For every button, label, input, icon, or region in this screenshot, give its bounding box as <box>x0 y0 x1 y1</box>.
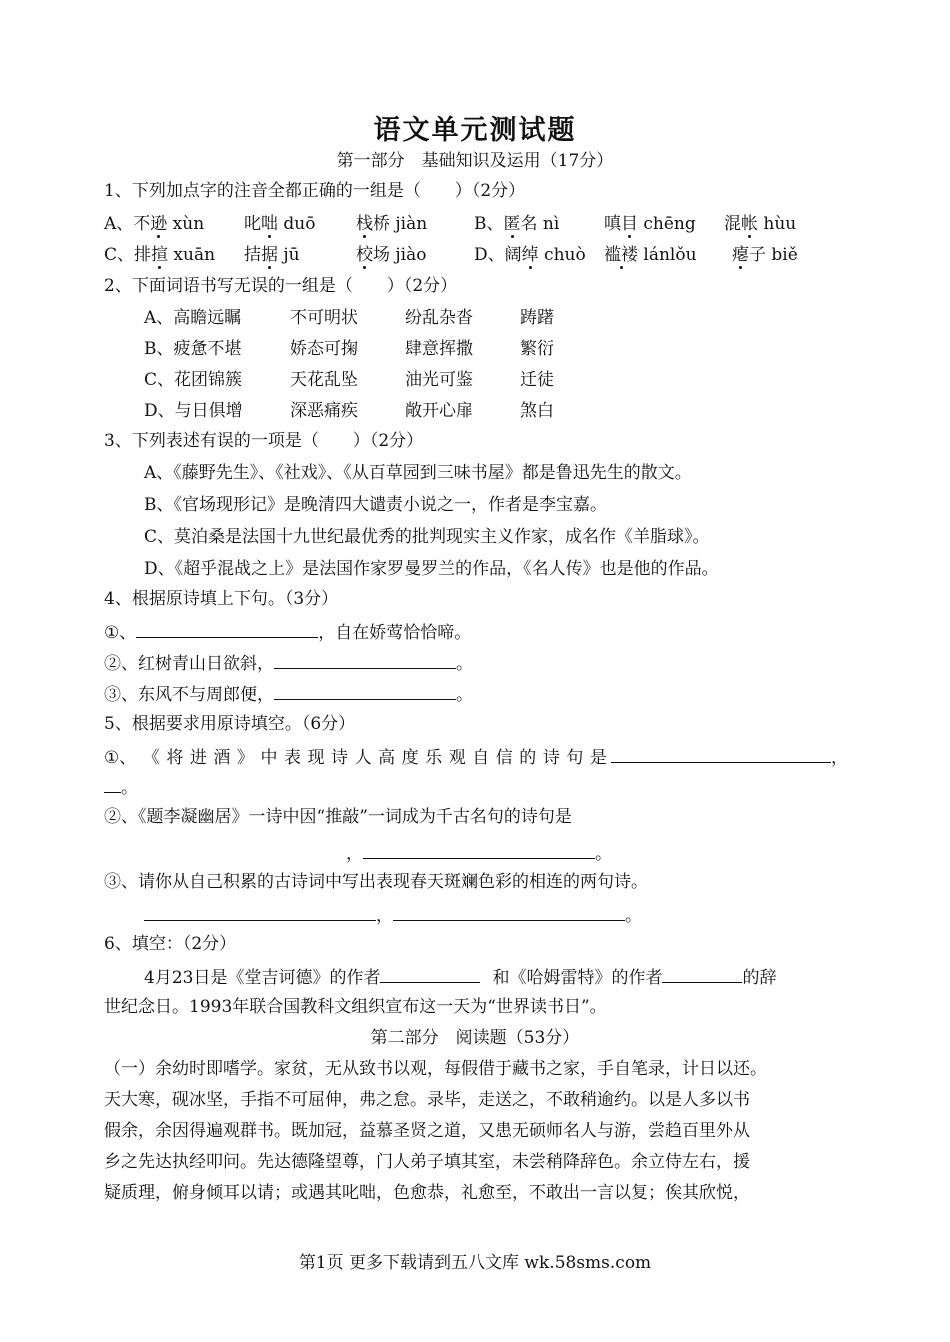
q5-char: 自 <box>472 748 490 768</box>
reading-line: 疑质理，俯身倾耳以请；或遇其叱咄，色愈恭，礼愈至，不敢出一言以复；俟其欣悦， <box>104 1183 750 1203</box>
q5-char: 《 <box>142 748 160 768</box>
q5-char: 进 <box>189 748 207 768</box>
q1-item <box>356 213 427 235</box>
q5-char: 观 <box>448 748 466 768</box>
q2-word: A、高瞻远瞩 <box>144 308 242 328</box>
q6-line-2: 世纪念日。1993年联合国教科文组织宣布这一天为“世界读书日”。 <box>104 997 607 1017</box>
q6-line-1-a: 4月23日是《堂吉诃德》的作者 <box>144 968 381 988</box>
q1-item-text: D、阔 <box>474 245 522 265</box>
q1-item <box>104 213 204 235</box>
answer-blank[interactable] <box>363 841 595 859</box>
q1-dotted-char: 瘪 <box>732 245 749 265</box>
q4-line-1-text: ，自在娇莺恰恰啼。 <box>318 623 472 643</box>
q1-pinyin: chuò <box>538 245 586 265</box>
q1-dotted-char: 绰 <box>521 245 539 265</box>
q1-pinyin: 场 jiào <box>373 245 427 265</box>
reading-line: 乡之先达执经叩问。先达德隆望尊，门人弟子填其室，未尝稍降辞色。余立侍左右，援 <box>104 1152 750 1172</box>
q1-pinyin: xùn <box>167 214 205 234</box>
q5-char: 乐 <box>425 748 443 768</box>
q4-line-2-end: 。 <box>456 654 473 674</box>
page-footer: 第1页 更多下载请到五八文库 wk.58sms.com <box>298 1253 652 1273</box>
q1-item <box>104 244 215 266</box>
q5-char: 信 <box>495 748 513 768</box>
q2-word: 肆意挥撒 <box>405 339 473 359</box>
q2-word: 天花乱坠 <box>290 370 358 390</box>
q5-char: 诗 <box>542 748 560 768</box>
q1-dotted-char: 逊 <box>150 214 168 234</box>
answer-blank[interactable] <box>104 775 121 793</box>
q2-stem: 2、下面词语书写无误的一组是（ ）（2分） <box>104 276 458 296</box>
q1-dotted-char: 褴褛 <box>604 245 638 265</box>
q1-item-text: 嗔 <box>604 214 621 234</box>
q5-char: 酒 <box>213 748 231 768</box>
q5-line-3: ③、请你从自己积累的古诗词中写出表现春天斑斓色彩的相连的两句诗。 <box>104 872 648 892</box>
q5-char: 是 <box>589 748 607 768</box>
q5-char: ①、 <box>104 748 137 768</box>
reading-line: 假余，余因得遍观群书。既加冠，益慕圣贤之道，又患无硕师名人与游，尝趋百里外从 <box>104 1121 750 1141</box>
q1-pinyin: lánlǒu <box>638 245 697 265</box>
q4-line-3-text: ③、东风不与周郎便， <box>104 685 274 705</box>
answer-blank[interactable] <box>144 903 376 921</box>
q2-word: 迁徒 <box>520 370 554 390</box>
q1-dotted-char: 帐 <box>741 214 758 234</box>
q1-pinyin: hùu <box>758 214 797 234</box>
q2-word: D、与日俱增 <box>144 401 243 421</box>
q2-word: 不可明状 <box>290 308 358 328</box>
q5-char: 度 <box>401 748 419 768</box>
q1-item-text: 混 <box>724 214 741 234</box>
q5-line-1 <box>104 745 848 769</box>
q5-char: 》 <box>236 748 254 768</box>
q3-option-b: B、《官场现形记》是晚清四大谴责小说之一，作者是李宝嘉。 <box>144 495 607 515</box>
q1-pinyin: 桥 jiàn <box>373 214 428 234</box>
q6-line-1-c: 的辞 <box>742 968 777 988</box>
q1-item <box>474 244 586 266</box>
q2-word: 繁衍 <box>520 339 554 359</box>
q5-line-3-end: 。 <box>625 906 642 926</box>
q1-stem: 1、下列加点字的注音全都正确的一组是（ ）（2分） <box>104 181 526 201</box>
q2-word: C、花团锦簇 <box>144 370 243 390</box>
q5-line-2-answer <box>346 841 612 865</box>
q5-char: 高 <box>378 748 396 768</box>
q5-char: 将 <box>166 748 184 768</box>
q1-pinyin: 子 biě <box>749 245 798 265</box>
q5-line-2-comma: ， <box>346 844 363 864</box>
answer-blank[interactable] <box>611 745 831 763</box>
q1-item <box>356 244 426 266</box>
q4-line-1-prefix: ①、 <box>104 623 137 643</box>
q5-stem: 5、根据要求用原诗填空。（6分） <box>104 714 356 734</box>
q2-word: 纷乱杂沓 <box>405 308 473 328</box>
part2-heading: 第二部分 阅读题（53分） <box>370 1028 580 1048</box>
answer-blank[interactable] <box>274 682 456 700</box>
q5-line-1-cont <box>104 775 138 799</box>
q2-word: 踌躇 <box>520 308 554 328</box>
q4-line-2 <box>104 651 473 675</box>
q5-char: 句 <box>566 748 584 768</box>
answer-blank[interactable] <box>380 965 480 983</box>
q5-line-1-end: 。 <box>121 778 138 798</box>
q4-stem: 4、根据原诗填上下句。（3分） <box>104 589 339 609</box>
q5-line-3-answer <box>144 903 642 927</box>
page-title: 语文单元测试题 <box>373 115 577 146</box>
q1-pinyin: jū <box>278 245 300 265</box>
q1-dotted-char: 栈 <box>356 214 373 234</box>
q1-item <box>474 213 559 235</box>
q1-item <box>604 244 697 266</box>
q1-item-text: 拮 <box>244 245 261 265</box>
q6-line-1 <box>144 965 776 989</box>
q1-dotted-char: 揎 <box>151 245 169 265</box>
q6-stem: 6、填空：（2分） <box>104 934 237 954</box>
q3-option-a: A、《藤野先生》、《社戏》、《从百草园到三味书屋》都是鲁迅先生的散文。 <box>144 463 692 483</box>
answer-blank[interactable] <box>393 903 625 921</box>
q1-dotted-char: 咄 <box>261 214 278 234</box>
q2-word: 娇态可掬 <box>290 339 358 359</box>
q3-stem: 3、下列表述有误的一项是（ ）（2分） <box>104 431 424 451</box>
q1-pinyin: xuān <box>168 245 216 265</box>
reading-line: 天大寒，砚冰坚，手指不可屈伸，弗之怠。录毕，走送之，不敢稍逾约。以是人多以书 <box>104 1090 750 1110</box>
q1-item-text: 叱 <box>244 214 261 234</box>
q1-item <box>732 244 798 266</box>
q1-item-text: C、排 <box>104 245 152 265</box>
q5-line-1-text <box>104 747 607 769</box>
q5-char: 现 <box>307 748 325 768</box>
q4-line-2-text: ②、红树青山日欲斜， <box>104 654 274 674</box>
q1-item <box>604 213 696 235</box>
q5-char: 中 <box>260 748 278 768</box>
q2-word: B、疲惫不堪 <box>144 339 242 359</box>
q2-word: 深恶痛疾 <box>290 401 358 421</box>
q5-char: 诗 <box>331 748 349 768</box>
q1-item <box>244 213 315 235</box>
q1-item <box>724 213 796 235</box>
q6-line-1-b: 和《哈姆雷特》的作者 <box>492 968 663 988</box>
q1-dotted-char: 据 <box>261 245 278 265</box>
q3-option-c: C、莫泊桑是法国十九世纪最优秀的批判现实主义作家，成名作《羊脂球》。 <box>144 527 710 547</box>
q3-option-d: D、《超乎混战之上》是法国作家罗曼罗兰的作品，《名人传》也是他的作品。 <box>144 559 719 579</box>
q1-dotted-char: 目 <box>621 214 638 234</box>
reading-line: （一）余幼时即嗜学。家贫，无从致书以观，每假借于藏书之家，手自笔录，计日以还。 <box>104 1059 767 1079</box>
q4-line-3-end: 。 <box>456 685 473 705</box>
q2-word: 油光可鉴 <box>405 370 473 390</box>
answer-blank[interactable] <box>662 965 742 983</box>
q2-word: 煞白 <box>520 401 554 421</box>
q5-line-2: ②、《题李凝幽居》一诗中因“推敲”一词成为千古名句的诗句是 <box>104 807 572 827</box>
q1-pinyin: duō <box>278 214 316 234</box>
q1-item <box>244 244 300 266</box>
q5-char: 的 <box>519 748 537 768</box>
q5-line-2-end: 。 <box>595 844 612 864</box>
q5-line-1-comma: ， <box>831 748 848 768</box>
q4-line-1 <box>104 620 471 644</box>
q2-word: 敞开心扉 <box>405 401 473 421</box>
q1-item-text: B、 <box>474 214 504 234</box>
q4-line-3 <box>104 682 473 706</box>
q1-dotted-char: 校 <box>356 245 373 265</box>
part1-heading: 第一部分 基础知识及运用（17分） <box>336 151 614 171</box>
answer-blank[interactable] <box>136 620 318 638</box>
q1-pinyin: 名 nì <box>520 214 560 234</box>
q5-char: 人 <box>354 748 372 768</box>
q1-dotted-char: 匿 <box>503 214 521 234</box>
q5-line-3-comma: ， <box>376 906 393 926</box>
q1-item-text: A、不 <box>104 214 151 234</box>
answer-blank[interactable] <box>274 651 456 669</box>
q5-char: 表 <box>283 748 301 768</box>
q1-pinyin: chēng <box>638 214 696 234</box>
